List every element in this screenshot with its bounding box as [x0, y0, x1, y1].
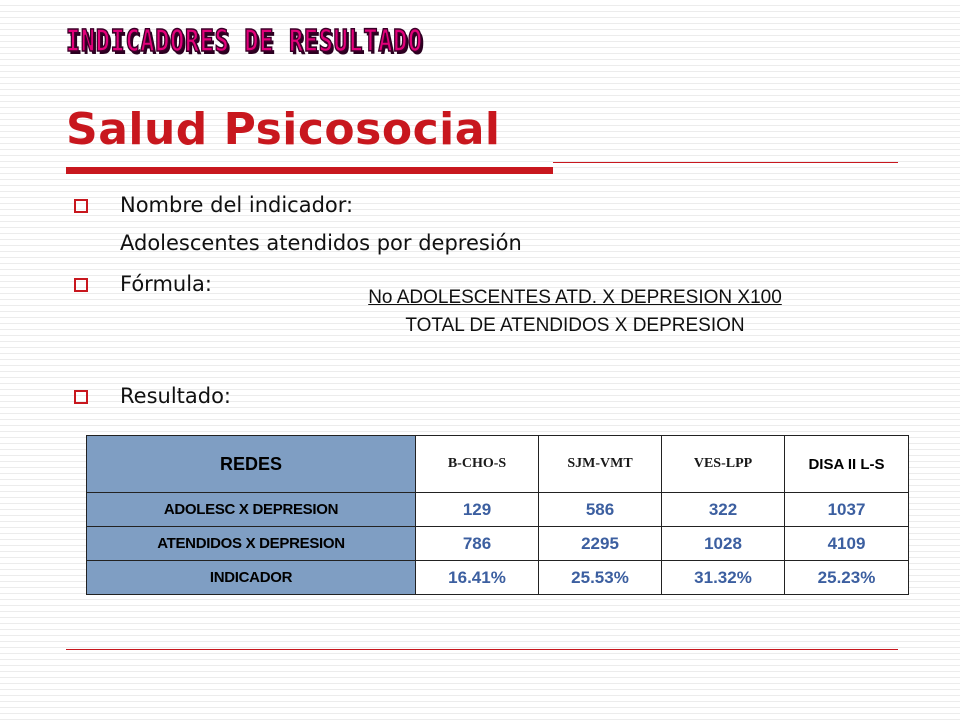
table-cell: 31.32% [662, 561, 785, 595]
table-cell: 786 [416, 527, 539, 561]
bullet-square-icon [74, 390, 88, 404]
table-row [87, 527, 909, 561]
table-cell: 2295 [539, 527, 662, 561]
title-underline-thick [66, 167, 553, 174]
nombre-label: Nombre del indicador: [120, 193, 354, 217]
table-cell: 129 [416, 493, 539, 527]
table-cell: 4109 [785, 527, 909, 561]
resultado-label: Resultado: [120, 384, 232, 408]
table-cell: 322 [662, 493, 785, 527]
header-sjm-vmt: SJM-VMT [539, 436, 662, 493]
row-label: ADOLESC X DEPRESION [87, 493, 416, 527]
bullet-square-icon [74, 278, 88, 292]
formula-numerator: No ADOLESCENTES ATD. X DEPRESION X100 [368, 287, 782, 308]
table-row [87, 561, 909, 595]
header-b-cho-s: B-CHO-S [416, 436, 539, 493]
table-header-row [87, 436, 909, 493]
table-cell: 25.23% [785, 561, 909, 595]
title-underline-thin [553, 162, 898, 163]
formula-label: Fórmula: [120, 272, 212, 296]
slide-title: Salud Psicosocial [66, 104, 501, 155]
table-cell: 586 [539, 493, 662, 527]
row-label: INDICADOR [87, 561, 416, 595]
footer-rule [66, 649, 898, 650]
bullet-square-icon [74, 199, 88, 213]
header-disa: DISA II L-S [785, 436, 909, 493]
row-label: ATENDIDOS X DEPRESION [87, 527, 416, 561]
formula-fraction [330, 284, 820, 340]
nombre-value: Adolescentes atendidos por depresión [120, 231, 522, 255]
table-cell: 1037 [785, 493, 909, 527]
table-cell: 25.53% [539, 561, 662, 595]
table-row [87, 493, 909, 527]
header-ves-lpp: VES-LPP [662, 436, 785, 493]
table-cell: 16.41% [416, 561, 539, 595]
results-table [86, 435, 909, 595]
header-redes: REDES [87, 436, 416, 493]
slide-banner: INDICADORES DE RESULTADO [66, 24, 423, 59]
formula-denominator: TOTAL DE ATENDIDOS X DEPRESION [405, 315, 745, 336]
table-cell: 1028 [662, 527, 785, 561]
